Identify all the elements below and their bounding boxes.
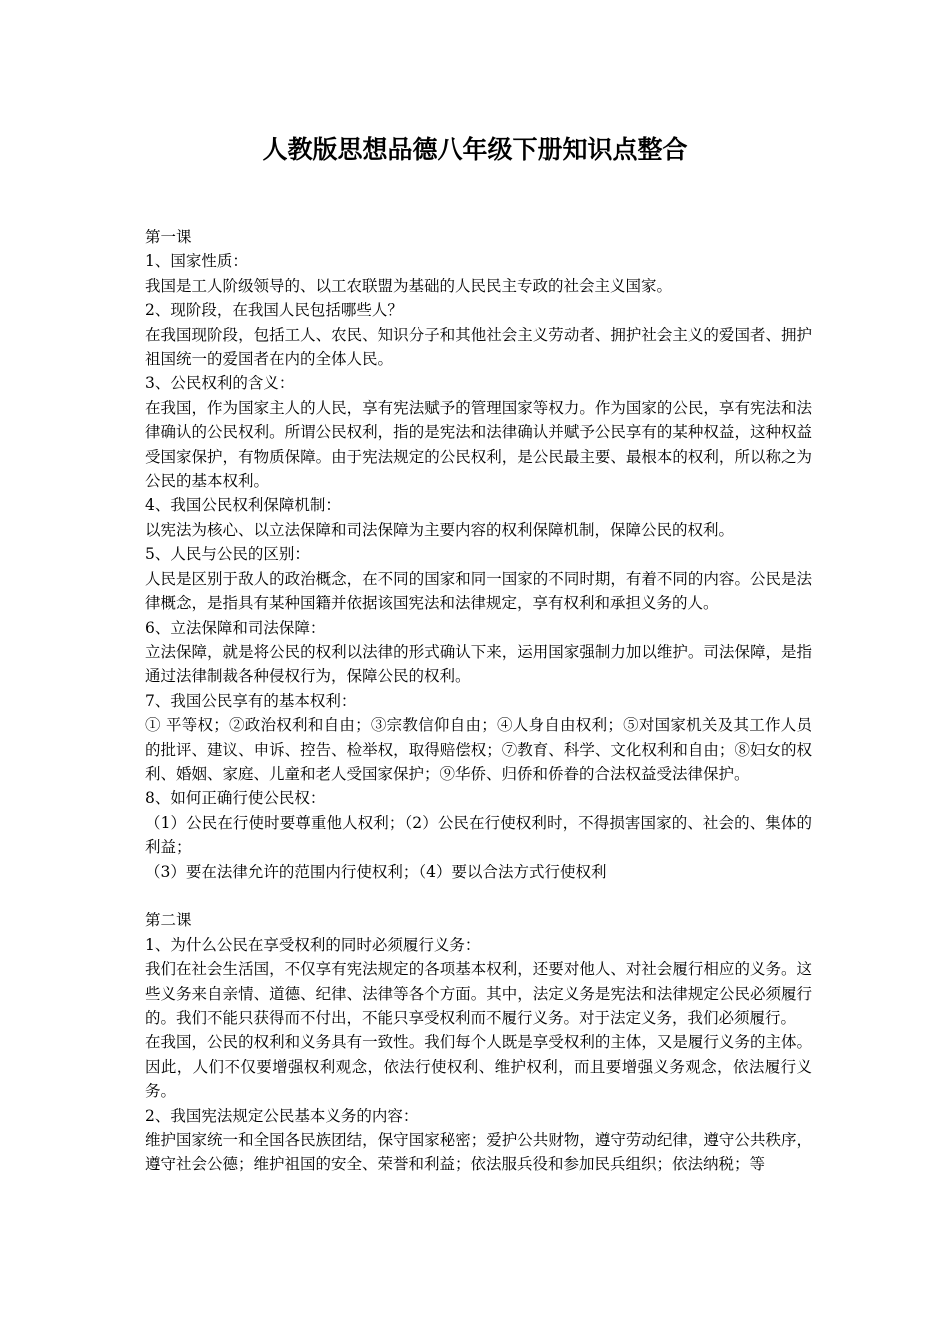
- answer: 在我国现阶段，包括工人、农民、知识分子和其他社会主义劳动者、拥护社会主义的爱国者、拥护祖国统一的爱国者在内的全体人民。: [145, 325, 812, 369]
- answer: 立法保障，就是将公民的权利以法律的形式确认下来，运用国家强制力加以维护。司法保障，是指通过法律制裁各种侵权行为，保障公民的权利。: [145, 642, 812, 686]
- answer: 我国是工人阶级领导的、以工农联盟为基础的人民民主专政的社会主义国家。: [145, 276, 673, 295]
- answer: 我们在社会生活国，不仅享有宪法规定的各项基本权利，还要对他人、对社会履行相应的义务。这些义务来自亲情、道德、纪律、法律等各个方面。其中，法定义务是宪法和法律规定公民必须履行的。我们不能只获得而不付出，不能只享受权利而不履行义务。对于法定义务，我们必须履行。: [145, 960, 812, 1027]
- answer: 在我国，作为国家主人的人民，享有宪法赋予的管理国家等权力。作为国家的公民，享有宪法和法律确认的公民权利。所谓公民权利，指的是宪法和法律确认并赋予公民享有的某种权益，这种权益受国家保护，有物质保障。由于宪法规定的公民权利，是公民最主要、最根本的权利，所以称之为公民的基本权利。: [145, 398, 812, 491]
- question: 2、我国宪法规定公民基本义务的内容：: [145, 1106, 419, 1125]
- answer: 以宪法为核心、以立法保障和司法保障为主要内容的权利保障机制，保障公民的权利。: [145, 520, 735, 539]
- lesson-heading: 第二课: [145, 911, 192, 930]
- blank-line: [145, 884, 812, 908]
- answer: 在我国，公民的权利和义务具有一致性。我们每个人既是享受权利的主体，又是履行义务的主体。因此，人们不仅要增强权利观念，依法行使权利、维护权利，而且要增强义务观念，依法履行义务。: [145, 1033, 812, 1101]
- answer: （1）公民在行使时要尊重他人权利；（2）公民在行使权利时，不得损害国家的、社会的、集体的利益；: [145, 813, 812, 857]
- question: 2、现阶段，在我国人民包括哪些人？: [145, 301, 403, 320]
- question: 3、公民权利的含义：: [145, 374, 295, 393]
- question: 6、立法保障和司法保障：: [145, 618, 326, 637]
- answer: 人民是区别于敌人的政治概念，在不同的国家和同一国家的不同时期，有着不同的内容。公民是法律概念，是指具有某种国籍并依据该国宪法和法律规定，享有权利和承担义务的人。: [145, 569, 812, 613]
- answer: ① 平等权；②政治权利和自由；③宗教信仰自由；④人身自由权利；⑤对国家机关及其工作人员的批评、建议、申诉、控告、检举权，取得赔偿权；⑦教育、科学、文化权利和自由；⑧妇女的权利、婚姻、家庭、儿童和老人受国家保护；⑨华侨、归侨和侨眷的合法权益受法律保护。: [145, 716, 812, 783]
- question: 4、我国公民权利保障机制：: [145, 496, 341, 515]
- question: 1、国家性质：: [145, 252, 248, 271]
- question: 1、为什么公民在享受权利的同时必须履行义务：: [145, 935, 481, 954]
- question: 7、我国公民享有的基本权利：: [145, 691, 357, 710]
- question: 8、如何正确行使公民权：: [145, 789, 326, 808]
- lesson-heading: 第一课: [145, 228, 192, 246]
- answer: （3）要在法律允许的范围内行使权利；（4）要以合法方式行使权利: [145, 862, 607, 881]
- answer: 维护国家统一和全国各民族团结，保守国家秘密；爱护公共财物，遵守劳动纪律，遵守公共秩序，遵守社会公德；维护祖国的安全、荣誉和利益；依法服兵役和参加民兵组织；依法纳税；等: [145, 1131, 812, 1174]
- question: 5、人民与公民的区别：: [145, 545, 310, 564]
- document-title: 人教版思想品德八年级下册知识点整合: [262, 135, 688, 164]
- document-body: [145, 225, 812, 1177]
